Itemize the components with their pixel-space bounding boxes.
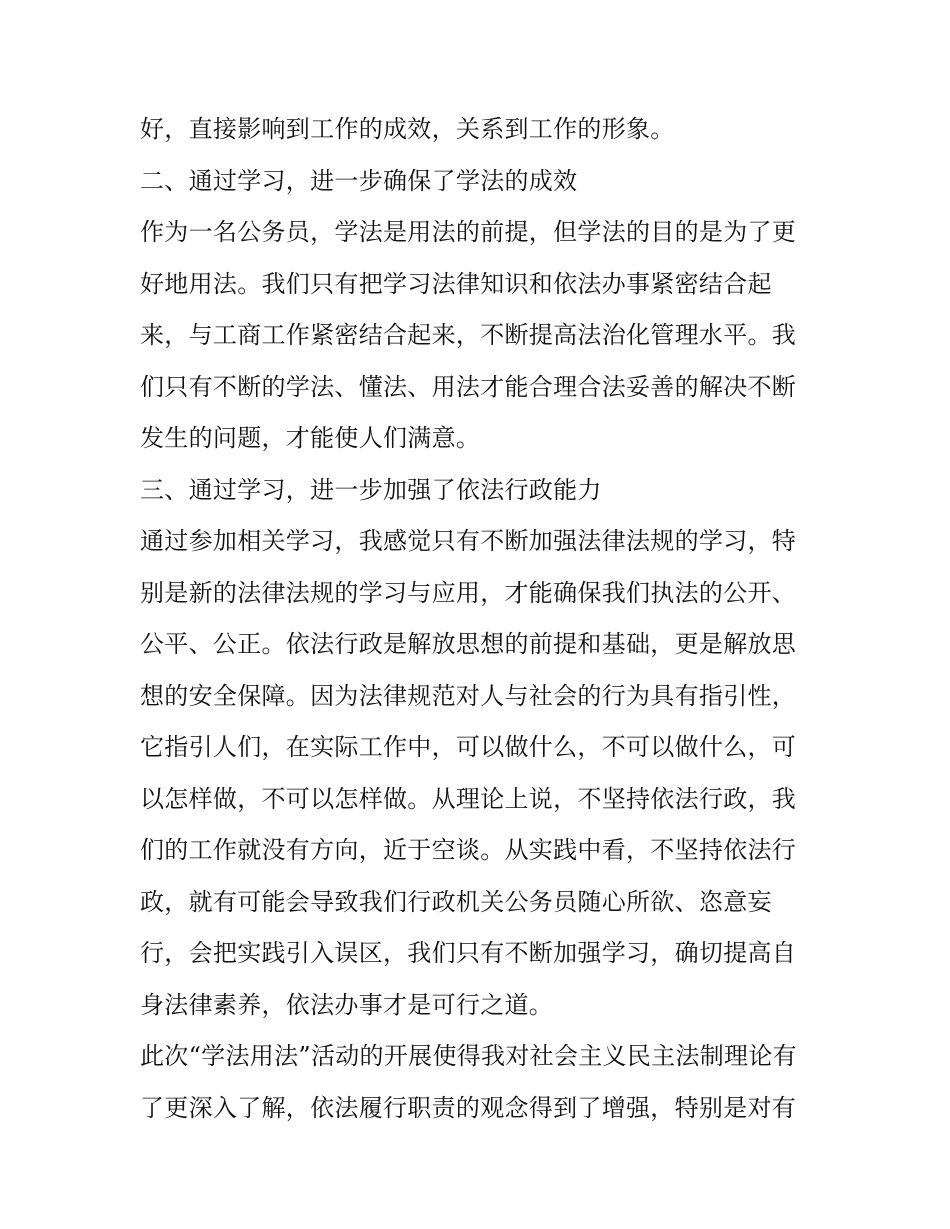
text-line: 公平、公正。依法行政是解放思想的前提和基础，更是解放思 <box>140 630 797 658</box>
text-line: 以怎样做，不可以怎样做。从理论上说，不坚持依法行政，我 <box>140 784 797 813</box>
section-heading: 二、通过学习，进一步确保了学法的成效 <box>140 166 578 195</box>
text-line: 身法律素养，依法办事才是可行之道。 <box>140 990 554 1019</box>
text-line: 作为一名公务员，学法是用法的前提，但学法的目的是为了更 <box>140 218 797 246</box>
text-line: 通过参加相关学习，我感觉只有不断加强法律法规的学习，特 <box>140 527 797 555</box>
text-line: 来，与工商工作紧密结合起来，不断提高法治化管理水平。我 <box>140 321 797 349</box>
section-heading: 三、通过学习，进一步加强了依法行政能力 <box>140 475 602 504</box>
document-body <box>140 104 820 1134</box>
text-line: 想的安全保障。因为法律规范对人与社会的行为具有指引性， <box>140 681 797 710</box>
text-line: 们只有不断的学法、懂法、用法才能合理合法妥善的解决不断 <box>140 372 797 401</box>
text-line: 别是新的法律法规的学习与应用，才能确保我们执法的公开、 <box>140 578 797 607</box>
text-line: 好，直接影响到工作的成效，关系到工作的形象。 <box>140 115 675 143</box>
text-line: 了更深入了解，依法履行职责的观念得到了增强，特别是对有 <box>140 1093 797 1122</box>
text-line: 发生的问题，才能使人们满意。 <box>140 424 481 452</box>
text-line: 它指引人们，在实际工作中，可以做什么，不可以做什么，可 <box>140 733 797 761</box>
text-line: 们的工作就没有方向，近于空谈。从实践中看，不坚持依法行 <box>140 836 797 864</box>
text-line: 行，会把实践引入误区，我们只有不断加强学习，确切提高自 <box>140 939 797 967</box>
text-line: 好地用法。我们只有把学习法律知识和依法办事紧密结合起 <box>140 269 772 298</box>
text-line: 此次“学法用法”活动的开展使得我对社会主义民主法制理论有 <box>140 1042 797 1070</box>
text-line: 政，就有可能会导致我们行政机关公务员随心所欲、恣意妄 <box>140 887 772 916</box>
